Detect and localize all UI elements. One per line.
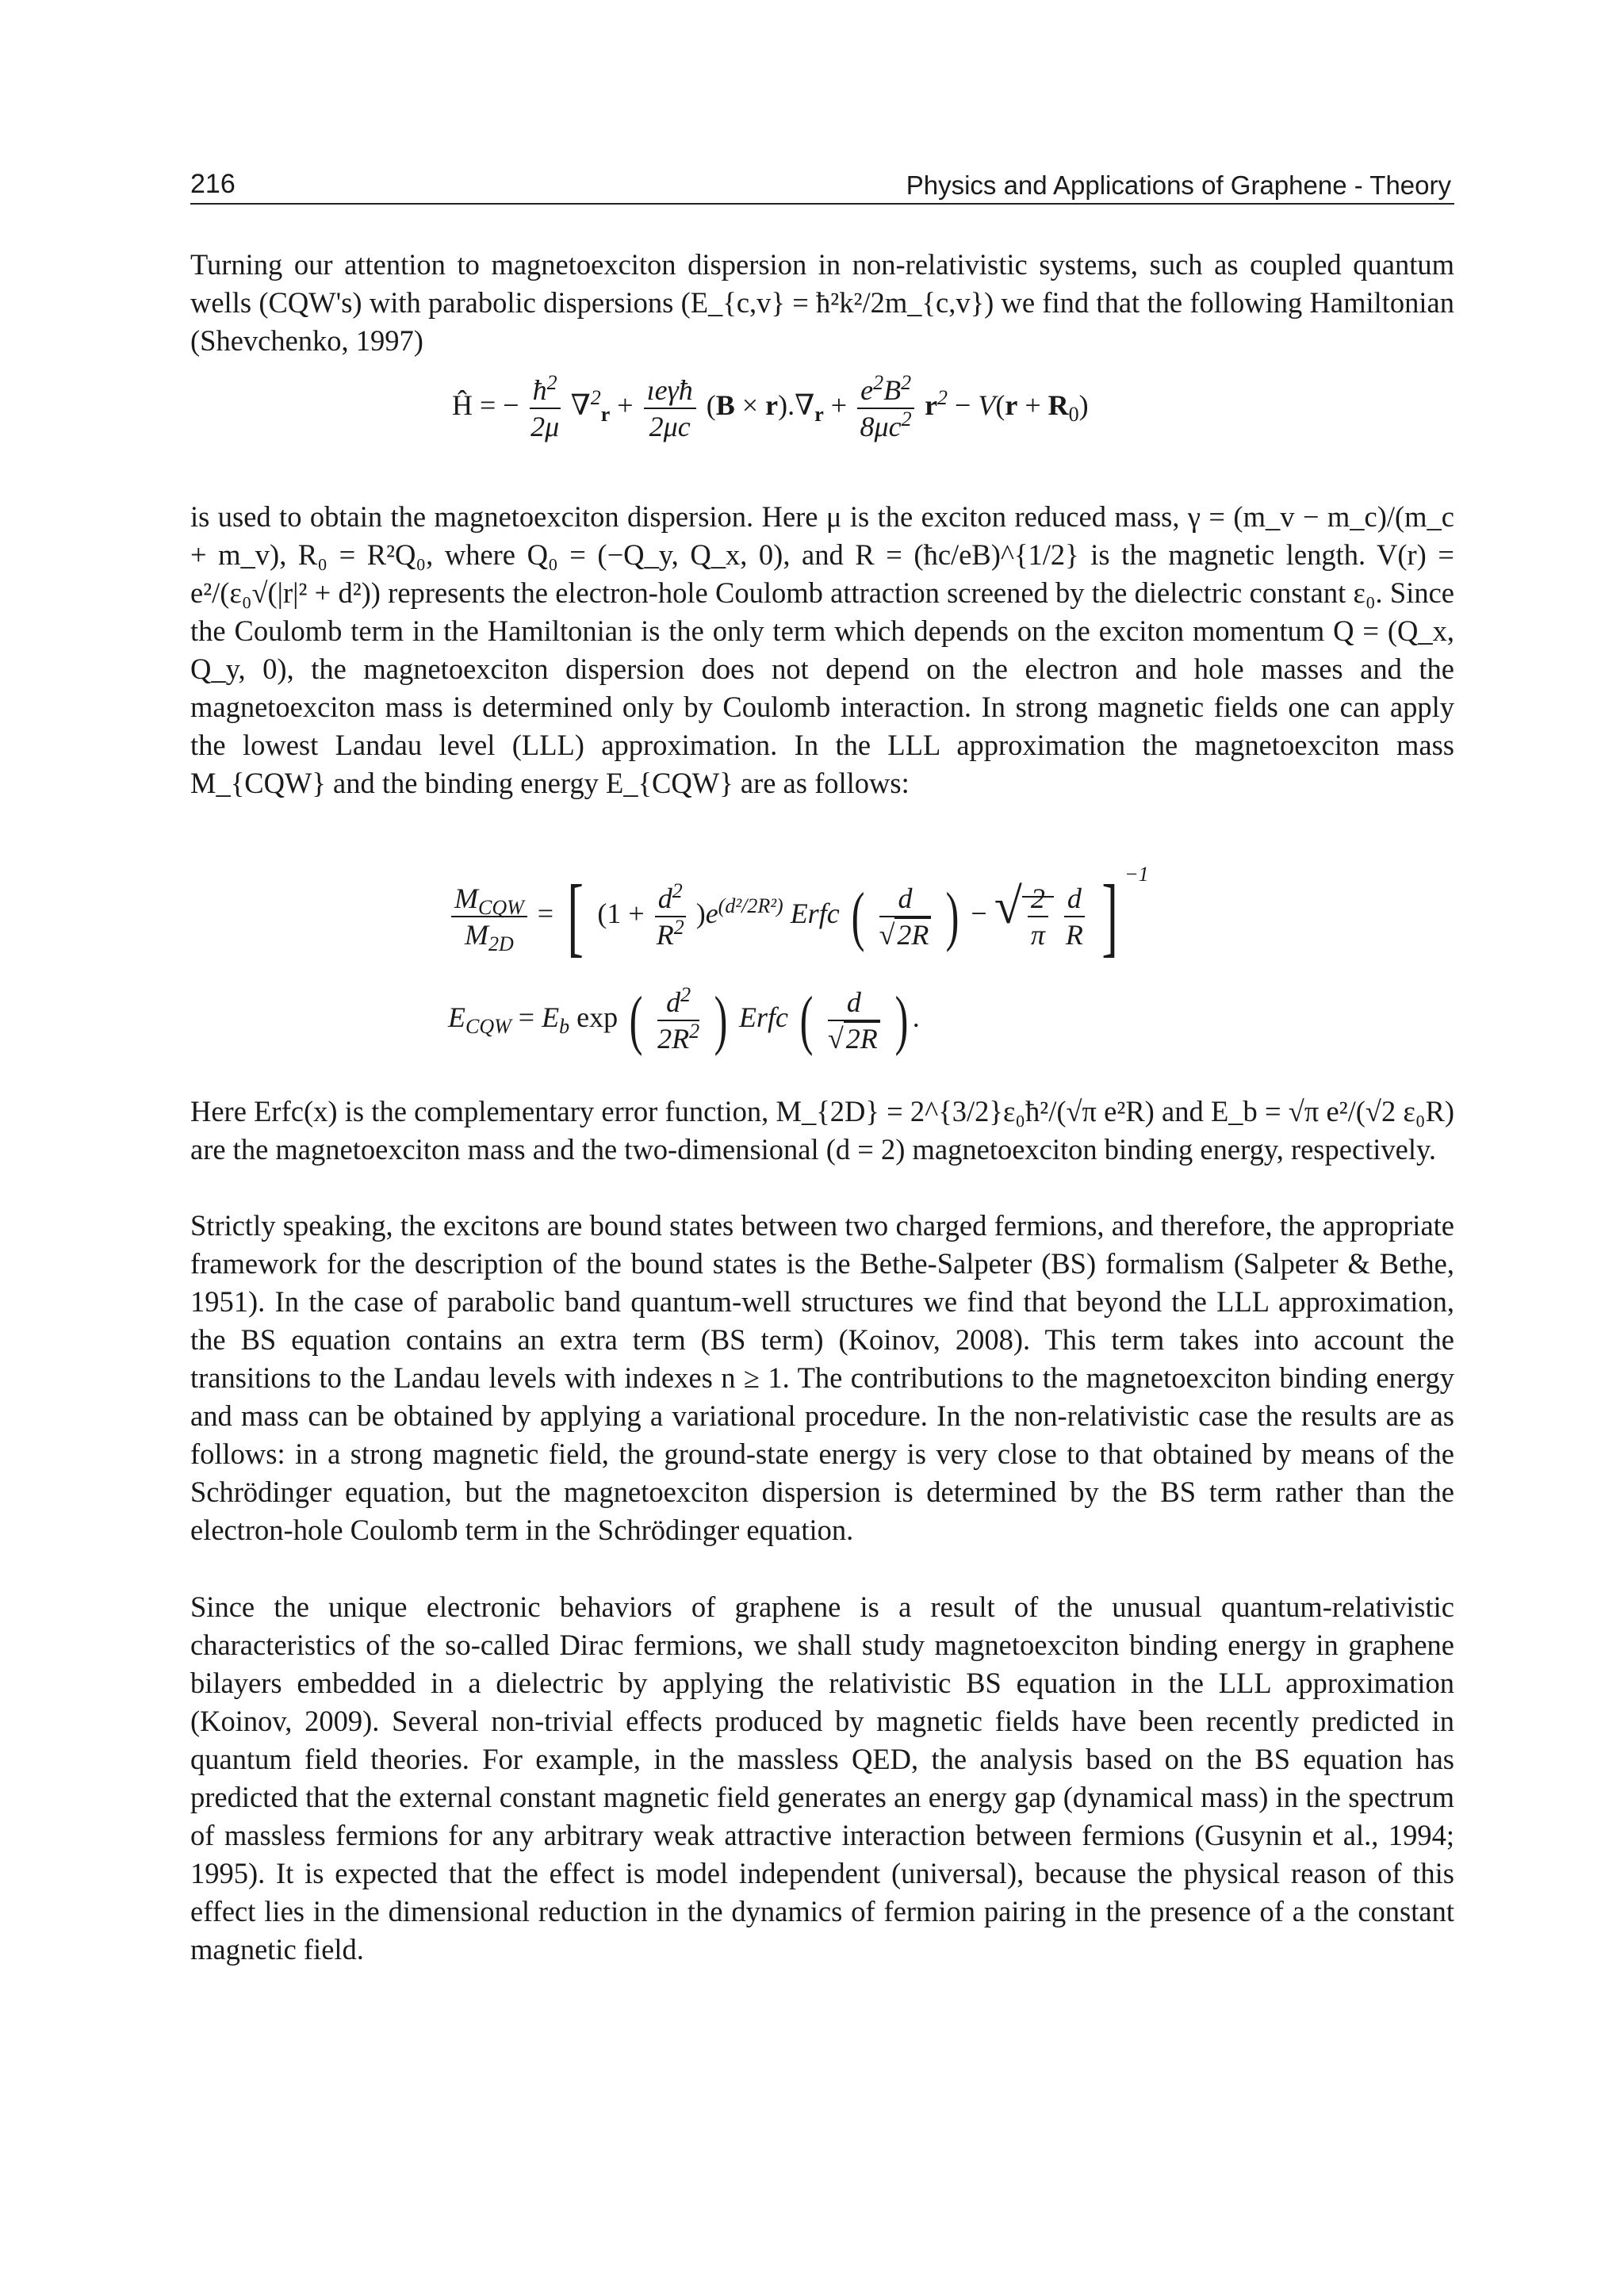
page-header	[190, 167, 1454, 205]
paragraph-graphene: Since the unique electronic behaviors of graphene is a result of the unusual quantum-relativistic characteristics of the so-called Dirac fermions, we shall study magnetoexciton binding energy in graphene bilayers embedded in a dielectric by applying the relativistic BS equation in the LLL approximation (Koinov, 2009). Several non-trivial effects produced by magnetic fields have been recently predicted in quantum field theories. For example, in the massless QED, the analysis based on the BS equation has predicted that the external constant magnetic field generates an energy gap (dynamical mass) in the spectrum of massless fermions for any arbitrary weak attractive interaction between fermions (Gusynin et al., 1994; 1995). It is expected that the effect is model independent (universal), because the physical reason of this effect lies in the dimensional reduction in the dynamics of fermion pairing in the presence of a the constant magnetic field.	[190, 1591, 1454, 1966]
paragraph-bethe-salpeter: Strictly speaking, the excitons are bound states between two charged fermions, and therefore, the appropriate framework for the description of the bound states is the Bethe-Salpeter (BS) formalism (Salpeter & Bethe, 1951). In the case of parabolic band quantum-well structures we find that beyond the LLL approximation, the BS equation contains an extra term (BS term) (Koinov, 2008). This term takes into account the transitions to the Landau levels with indexes n ≥ 1. The contributions to the magnetoexciton binding energy and mass can be obtained by applying a variational procedure. In the non-relativistic case the results are as follows: in a strong magnetic field, the ground-state energy is very close to that obtained by means of the Schrödinger equation, but the magnetoexciton dispersion is determined by the BS term rather than the electron-hole Coulomb term in the Schrödinger equation.	[190, 1209, 1454, 1546]
running-title: Physics and Applications of Graphene - Theory	[906, 170, 1451, 200]
paragraph-definitions: Here Erfc(x) is the complementary error function, M_{2D} = 2^{3/2}ε₀ħ²/(√π e²R) and E_b = √π e²/(√2 ε₀R) are the magnetoexciton mass and the two-dimensional (d = 2) magnetoexciton binding energy, respectively.	[190, 1095, 1454, 1166]
page-number: 216	[190, 169, 236, 199]
equation-energy: $E_{CQW} = E_b$ exp ( $\frac{d^2}{2R^2}$ ) Erfc ( $\frac{d}{√2R}$ ) .	[448, 983, 920, 1057]
equation-mass: $\frac{M_{CQW}}{M_{2D}}$ = [ (1 + $\frac{d^2}{R^2}$ )$e^{(d^2/2R^2)}$ Erfc ( $\frac{d}{√2R}$ ) − √ $\frac{2}{\pi}$ $\frac{d}{R}$ ] $^{-1}$	[448, 872, 1149, 961]
paragraph-intro: Turning our attention to magnetoexciton dispersion in non-relativistic systems, such as coupled quantum wells (CQW's) with parabolic dispersions (E_{c,v} = ħ²k²/2m_{c,v}) we find that the following Hamiltonian (Shevchenko, 1997)	[190, 248, 1454, 357]
equation-hamiltonian: Ĥ = − $\frac{ħ^2}{2\mu}$ ∇$^2_r$ + $\frac{\text{ıeγħ}}{2\mu c}$ $(B \times r).\nabla_r$ + $\frac{e^2B^2}{8\mu c^2}$ $r^2 - V(r + R_0)$	[452, 371, 1089, 442]
paragraph-dispersion: is used to obtain the magnetoexciton dispersion. Here μ is the exciton reduced mass, γ = (m_v − m_c)/(m_c + m_v), R₀ = R²Q₀, where Q₀ = (−Q_y, Q_x, 0), and R = (ħc/eB)^{1/2} is the magnetic length. V(r) = e²/(ε₀√(|r|² + d²)) represents the electron-hole Coulomb attraction screened by the dielectric constant ε₀. Since the Coulomb term in the Hamiltonian is the only term which depends on the exciton momentum Q = (Q_x, Q_y, 0), the magnetoexciton dispersion does not depend on the electron and hole masses and the magnetoexciton mass is determined only by Coulomb interaction. In strong magnetic fields one can apply the lowest Landau level (LLL) approximation. In the LLL approximation the magnetoexciton mass M_{CQW} and the binding energy E_{CQW} are as follows:	[190, 500, 1454, 799]
